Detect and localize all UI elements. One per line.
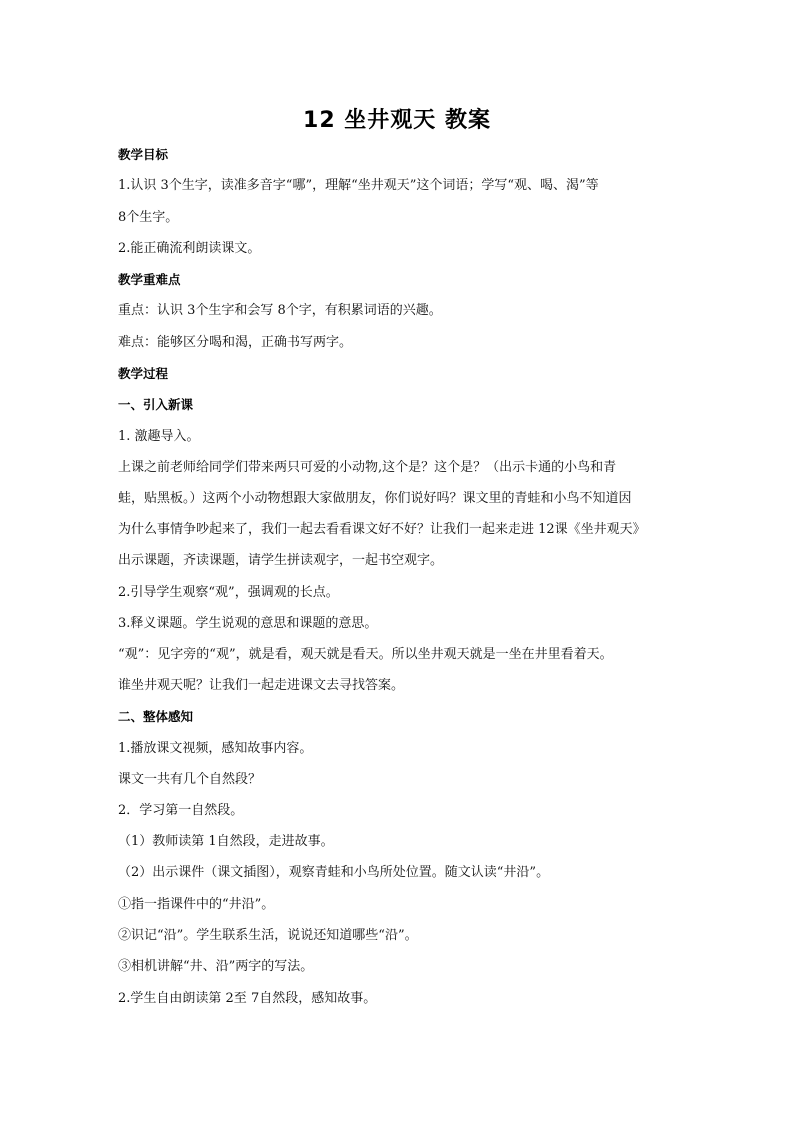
body-line: 2.学生自由朗读第 2至 7自然段，感知故事。 <box>118 991 377 1006</box>
body-line: 2.能正确流利朗读课文。 <box>118 241 261 256</box>
body-line: 1.认识 3个生字，读准多音字“哪”，理解“坐井观天”这个词语；学写“观、喝、渴”等 <box>118 178 599 193</box>
body-line: 2.引导学生观察“观”，强调观的长点。 <box>118 585 339 600</box>
body-line: 蛙，贴黑板。）这两个小动物想跟大家做朋友，你们说好吗？课文里的青蛙和小鸟不知道因 <box>118 491 632 506</box>
section-heading: 一、引入新课 <box>118 397 194 412</box>
section-heading: 教学目标 <box>118 147 169 162</box>
body-line: “观”：见字旁的“观”，就是看，观天就是看天。所以坐井观天就是一坐在井里看着天。 <box>118 647 613 662</box>
body-line: 重点：认识 3个生字和会写 8个字，有积累词语的兴趣。 <box>118 303 442 318</box>
body-line: 8个生字。 <box>118 210 179 225</box>
body-line: 1. 激趣导入。 <box>118 429 200 444</box>
body-line: （1）教师读第 1自然段，走进故事。 <box>118 834 334 849</box>
body-line: 1.播放课文视频，感知故事内容。 <box>118 741 313 756</box>
body-line: 出示课题，齐读课题，请学生拼读观字，一起书空观字。 <box>118 553 444 568</box>
body-line: 3.释义课题。学生说观的意思和课题的意思。 <box>118 616 378 631</box>
body-line: 为什么事情争吵起来了，我们一起去看看课文好不好？让我们一起来走进 12课《坐井观天》 <box>118 522 646 537</box>
body-line: 难点：能够区分喝和渴，正确书写两字。 <box>118 335 353 350</box>
section-heading: 教学重难点 <box>118 272 181 287</box>
body-line: ①指一指课件中的“井沿”。 <box>118 897 275 912</box>
section-heading: 二、整体感知 <box>118 709 194 724</box>
section-heading: 教学过程 <box>118 366 169 381</box>
body-line: 课文一共有几个自然段？ <box>118 772 262 787</box>
body-line: 2．学习第一自然段。 <box>118 803 244 818</box>
body-line: 谁坐井观天呢？让我们一起走进课文去寻找答案。 <box>118 678 405 693</box>
body-line: ②识记“沿”。学生联系生活，说说还知道哪些“沿”。 <box>118 928 418 943</box>
page-title: 12 坐井观天 教案 <box>303 108 491 133</box>
body-line: 上课之前老师给同学们带来两只可爱的小动物,这个是？这个是？（出示卡通的小鸟和青 <box>118 460 617 475</box>
body-line: （2）出示课件（课文插图），观察青蛙和小鸟所处位置。随文认读“井沿”。 <box>118 865 550 880</box>
body-line: ③相机讲解“井、沿”两字的写法。 <box>118 959 314 974</box>
